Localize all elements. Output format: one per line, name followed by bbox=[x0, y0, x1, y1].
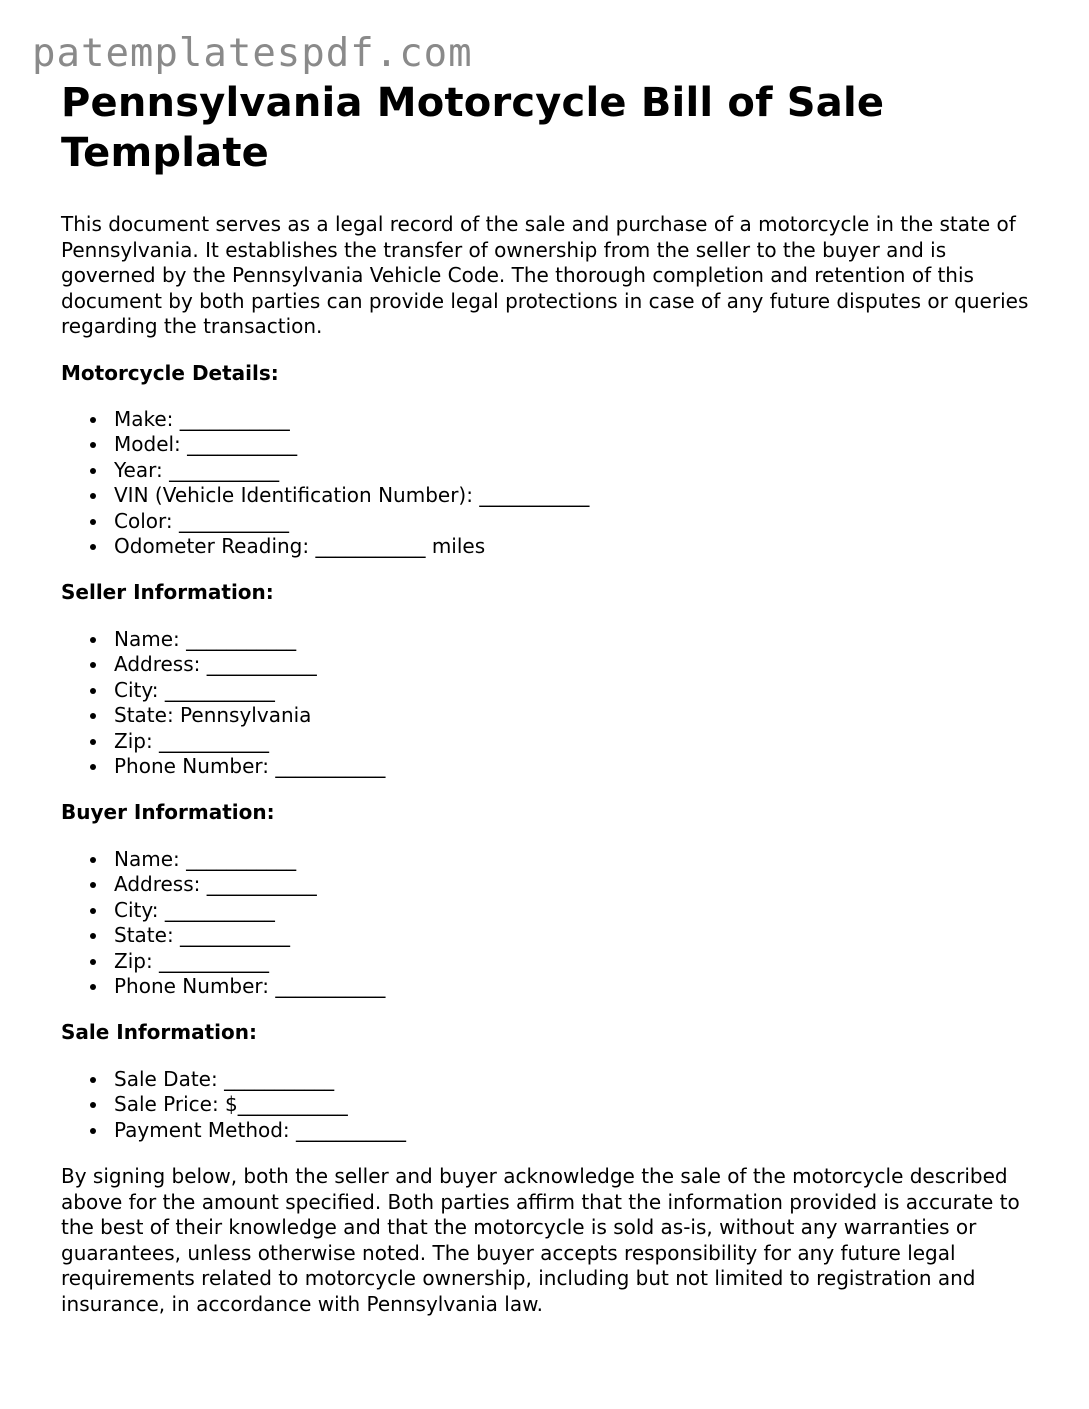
buyer-zip-field: Zip: ___________ bbox=[61, 949, 1041, 974]
intro-paragraph: This document serves as a legal record of the sale and purchase of a motorcycle in the state of Pennsylvania. It establishes the transfer of ownership from the seller to the buyer and is governed by the Pennsylvania Vehicle Code. The thorough completion and retention of this document by both parties can provide legal protections in case of any future disputes or queries regarding the transaction. bbox=[61, 212, 1029, 338]
motorcycle-odometer-field: Odometer Reading: ___________ miles bbox=[61, 534, 1041, 559]
buyer-information-list bbox=[61, 847, 1041, 999]
buyer-name-field: Name: ___________ bbox=[61, 847, 1041, 872]
sale-information-list bbox=[61, 1067, 1041, 1143]
payment-method-field: Payment Method: ___________ bbox=[61, 1118, 1041, 1143]
closing-paragraph: By signing below, both the seller and buyer acknowledge the sale of the motorcycle described above for the amount specified. Both parties affirm that the information provided is accurate to the best of their knowledge and that the motorcycle is sold as-is, without any warranties or guarantees, unless otherwise noted. The buyer accepts responsibility for any future legal requirements related to motorcycle ownership, including but not limited to registration and insurance, in accordance with Pennsylvania law. bbox=[61, 1164, 1020, 1316]
seller-zip-field: Zip: ___________ bbox=[61, 729, 1041, 754]
seller-information-list bbox=[61, 627, 1041, 779]
seller-state-field: State: Pennsylvania bbox=[61, 703, 1041, 728]
sale-price-field: Sale Price: $___________ bbox=[61, 1092, 1041, 1117]
motorcycle-year-field: Year: ___________ bbox=[61, 458, 1041, 483]
page-title: Pennsylvania Motorcycle Bill of Sale Template bbox=[61, 80, 885, 176]
buyer-state-field: State: ___________ bbox=[61, 923, 1041, 948]
seller-information-heading: Seller Information: bbox=[61, 580, 274, 605]
buyer-address-field: Address: ___________ bbox=[61, 872, 1041, 897]
sale-date-field: Sale Date: ___________ bbox=[61, 1067, 1041, 1092]
buyer-phone-field: Phone Number: ___________ bbox=[61, 974, 1041, 999]
seller-address-field: Address: ___________ bbox=[61, 652, 1041, 677]
seller-phone-field: Phone Number: ___________ bbox=[61, 754, 1041, 779]
motorcycle-vin-field: VIN (Vehicle Identification Number): ___________ bbox=[61, 483, 1041, 508]
motorcycle-details-list bbox=[61, 407, 1041, 559]
motorcycle-details-heading: Motorcycle Details: bbox=[61, 360, 279, 385]
document-body bbox=[61, 78, 1041, 1317]
seller-name-field: Name: ___________ bbox=[61, 627, 1041, 652]
watermark: patemplatespdf.com bbox=[32, 31, 473, 76]
motorcycle-model-field: Model: ___________ bbox=[61, 432, 1041, 457]
motorcycle-color-field: Color: ___________ bbox=[61, 509, 1041, 534]
sale-information-heading: Sale Information: bbox=[61, 1020, 257, 1045]
motorcycle-make-field: Make: ___________ bbox=[61, 407, 1041, 432]
buyer-city-field: City: ___________ bbox=[61, 898, 1041, 923]
buyer-information-heading: Buyer Information: bbox=[61, 800, 275, 825]
seller-city-field: City: ___________ bbox=[61, 678, 1041, 703]
